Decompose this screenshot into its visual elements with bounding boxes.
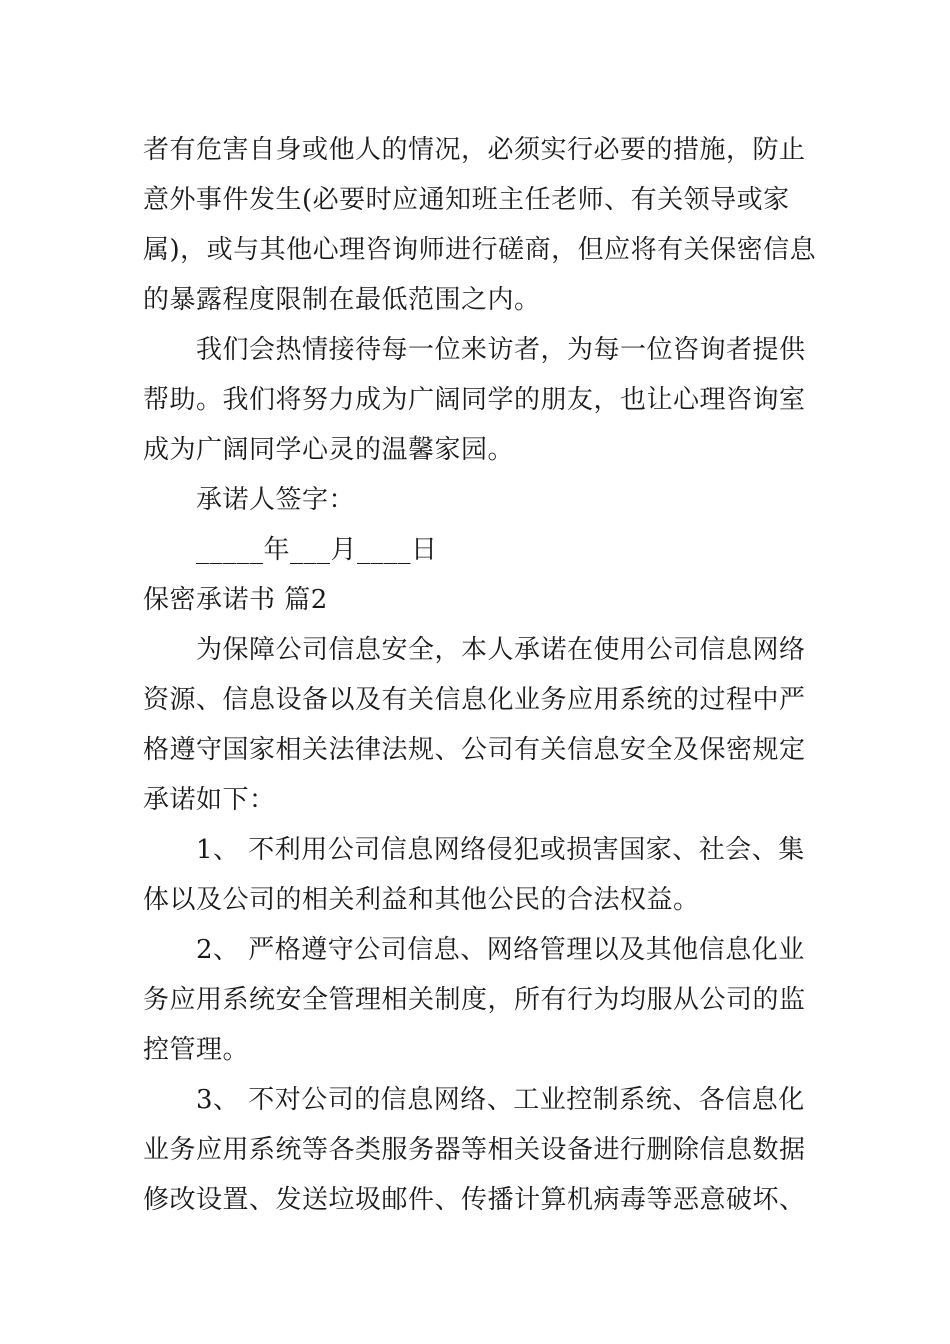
list-item-line: 2、 严格遵守公司信息、网络管理以及其他信息化业: [196, 935, 805, 965]
signature-label: 承诺人签字：: [196, 485, 356, 515]
paragraph-line: 成为广阔同学心灵的温馨家园。: [143, 435, 515, 465]
paragraph-line: 格遵守国家相关法律法规、公司有关信息安全及保密规定: [143, 735, 806, 765]
paragraph-line: 的暴露程度限制在最低范围之内。: [143, 285, 541, 315]
list-item-line: 1、 不利用公司信息网络侵犯或损害国家、社会、集: [196, 835, 805, 865]
paragraph-line: 为保障公司信息安全，本人承诺在使用公司信息网络: [196, 635, 806, 665]
paragraph-line: 承诺如下：: [143, 785, 276, 815]
paragraph-line: 者有危害自身或他人的情况，必须实行必要的措施，防止: [143, 135, 806, 165]
list-item-line: 修改设置、发送垃圾邮件、传播计算机病毒等恶意破坏、: [143, 1185, 806, 1215]
date-line: _____年___月____日: [196, 535, 438, 565]
list-item-line: 控管理。: [143, 1035, 250, 1065]
list-item-line: 业务应用系统等各类服务器等相关设备进行删除信息数据: [143, 1135, 806, 1165]
paragraph-line: 我们会热情接待每一位来访者，为每一位咨询者提供: [196, 335, 806, 365]
list-item-line: 体以及公司的相关利益和其他公民的合法权益。: [143, 885, 700, 915]
list-item-line: 务应用系统安全管理相关制度，所有行为均服从公司的监: [143, 985, 806, 1015]
paragraph-line: 属)，或与其他心理咨询师进行磋商，但应将有关保密信息: [143, 235, 817, 265]
section-heading: 保密承诺书 篇2: [143, 585, 328, 615]
paragraph-line: 资源、信息设备以及有关信息化业务应用系统的过程中严: [143, 685, 806, 715]
paragraph-line: 意外事件发生(必要时应通知班主任老师、有关领导或家: [143, 185, 790, 215]
paragraph-line: 帮助。我们将努力成为广阔同学的朋友，也让心理咨询室: [143, 385, 806, 415]
list-item-line: 3、 不对公司的信息网络、工业控制系统、各信息化: [196, 1085, 805, 1115]
